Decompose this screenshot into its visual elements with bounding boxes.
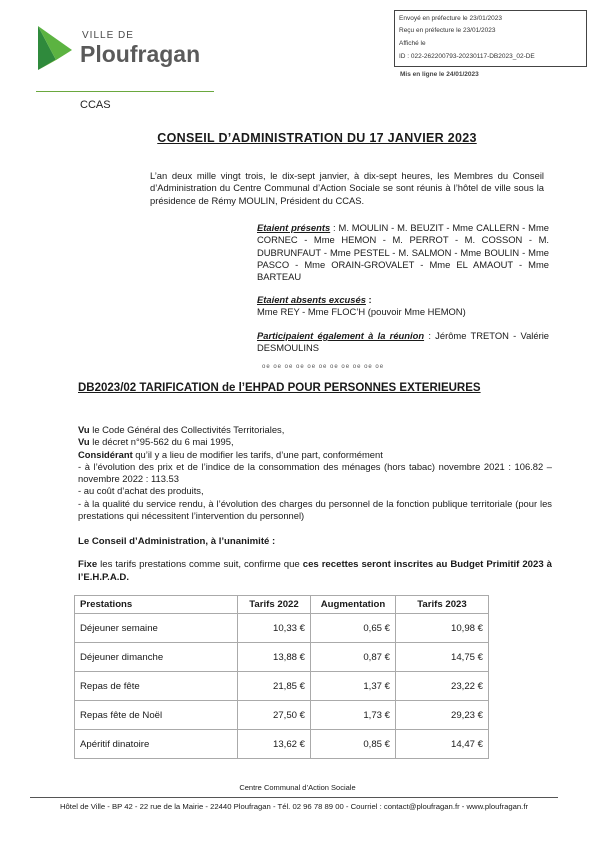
section-title: DB2023/02 TARIFICATION de l’EHPAD POUR PERSONNES EXTERIEURES: [78, 382, 481, 394]
table-row: [75, 614, 489, 643]
tarif-2022-cell: 10,33 €: [238, 614, 311, 643]
augmentation-cell: 0,87 €: [311, 643, 396, 672]
absent-label: Etaient absents excusés: [257, 294, 366, 305]
intro-paragraph: L’an deux mille vingt trois, le dix-sept janvier, à dix-sept heures, les Membres du Conseil d’Administration du Centre Communal d’Action Sociale se sont réunis à l’hôtel de ville sous la présidence de Rémy MOULIN, Président du CCAS.: [150, 170, 544, 206]
absent-members: Etaient absents excusés : Mme REY - Mme FLOC’H (pouvoir Mme HEMON): [257, 294, 466, 318]
column-header: Augmentation: [311, 596, 396, 614]
stamp-line: Envoyé en préfecture le 23/01/2023: [399, 15, 502, 22]
decision-text: Fixe les tarifs prestations comme suit, confirme que ces recettes seront inscrites au Budget Primitif 2023 à l’E.H.P.A.D.: [78, 559, 552, 583]
logo-ville-text: VILLE DE: [82, 30, 134, 41]
augmentation-cell: 1,37 €: [311, 672, 396, 701]
online-date: Mis en ligne le 24/01/2023: [400, 71, 479, 78]
augmentation-cell: 0,85 €: [311, 730, 396, 759]
tarif-2023-cell: 10,98 €: [396, 614, 489, 643]
page-title: CONSEIL D’ADMINISTRATION DU 17 JANVIER 2023: [157, 131, 477, 145]
bullet-item: - à la qualité du service rendu, à l’évolution des charges du personnel de la fonction publique territoriale (pour les prestations qui nécessitent l’intervention du personnel): [78, 497, 552, 522]
particip-label: Participaient également à la réunion: [257, 330, 425, 341]
footer-address: Hôtel de Ville - BP 42 - 22 rue de la Mairie - 22440 Ploufragan - Tél. 02 96 78 89 00 - Courriel : contact@ploufragan.fr - www.ploufragan.fr: [59, 802, 529, 811]
separator-ornament: oe oe oe oe oe oe oe oe oe oe oe: [262, 364, 385, 370]
participants: [257, 330, 549, 355]
logo-divider: [36, 91, 214, 92]
tarif-2022-cell: 27,50 €: [238, 701, 311, 730]
bullet-item: - à l’évolution des prix et de l’indice de la consommation des ménages (hors tabac) novembre 2021 : 106.82 – novembre 2022 : 113.53: [78, 460, 552, 485]
tarif-2022-cell: 13,88 €: [238, 643, 311, 672]
column-header: Prestations: [75, 596, 238, 614]
stamp-line: Reçu en préfecture le 23/01/2023: [399, 27, 496, 34]
prestation-cell: Repas fête de Noël: [75, 701, 238, 730]
footer-organization: Centre Communal d’Action Sociale: [239, 783, 356, 792]
bullet-item: - au coût d’achat des produits,: [78, 485, 204, 497]
footer-divider: [30, 797, 558, 798]
stamp-line: ID : 022-262200793-20230117-DB2023_02-DE: [399, 53, 535, 60]
table-row: [75, 730, 489, 759]
decision-heading: Le Conseil d’Administration, à l’unanimité :: [78, 536, 276, 547]
service-label: CCAS: [80, 99, 111, 111]
tarif-2022-cell: 21,85 €: [238, 672, 311, 701]
present-list: : M. MOULIN - M. BEUZIT - Mme CALLERN - Mme CORNEC - Mme HEMON - M. PERROT - M. COSSON - M. DUBRUNFAUT - Mme PESTEL - M. SALMON - Mme BOULIN - Mme PASCO - Mme ORAIN-GROVALET - Mme EL AMAOUT - Mme BARTEAU: [257, 222, 549, 283]
prestation-cell: Apéritif dinatoire: [75, 730, 238, 759]
tarif-2023-cell: 29,23 €: [396, 701, 489, 730]
column-header: Tarifs 2023: [396, 596, 489, 614]
column-header: Tarifs 2022: [238, 596, 311, 614]
logo-name-text: Ploufragan: [80, 41, 201, 67]
stamp-line: Affiché le: [399, 40, 426, 47]
tarif-2023-cell: 14,75 €: [396, 643, 489, 672]
augmentation-cell: 0,65 €: [311, 614, 396, 643]
vu-line: Vu le décret n°95-562 du 6 mai 1995,: [78, 436, 234, 448]
table-row: [75, 643, 489, 672]
table-header-row: [75, 596, 489, 614]
prestation-cell: Repas de fête: [75, 672, 238, 701]
considerant-line: Considérant qu’il y a lieu de modifier les tarifs, d’une part, conformément: [78, 448, 383, 460]
vu-line: Vu le Code Général des Collectivités Territoriales,: [78, 424, 285, 435]
tarif-2023-cell: 23,22 €: [396, 672, 489, 701]
augmentation-cell: 1,73 €: [311, 701, 396, 730]
table-row: [75, 701, 489, 730]
deliberation-body: [78, 424, 552, 522]
present-label: Etaient présents: [257, 222, 331, 233]
prestation-cell: Déjeuner semaine: [75, 614, 238, 643]
prestation-cell: Déjeuner dimanche: [75, 643, 238, 672]
ploufragan-logo-icon: [34, 26, 74, 78]
tarif-2022-cell: 13,62 €: [238, 730, 311, 759]
table-row: [75, 672, 489, 701]
tariff-table: [74, 595, 489, 759]
tarif-2023-cell: 14,47 €: [396, 730, 489, 759]
prefecture-stamp: [394, 10, 587, 67]
absent-list: Mme REY - Mme FLOC’H (pouvoir Mme HEMON): [257, 306, 466, 318]
particip-list: : Jérôme TRETON - Valérie DESMOULINS: [257, 330, 549, 354]
present-members: [257, 222, 549, 283]
